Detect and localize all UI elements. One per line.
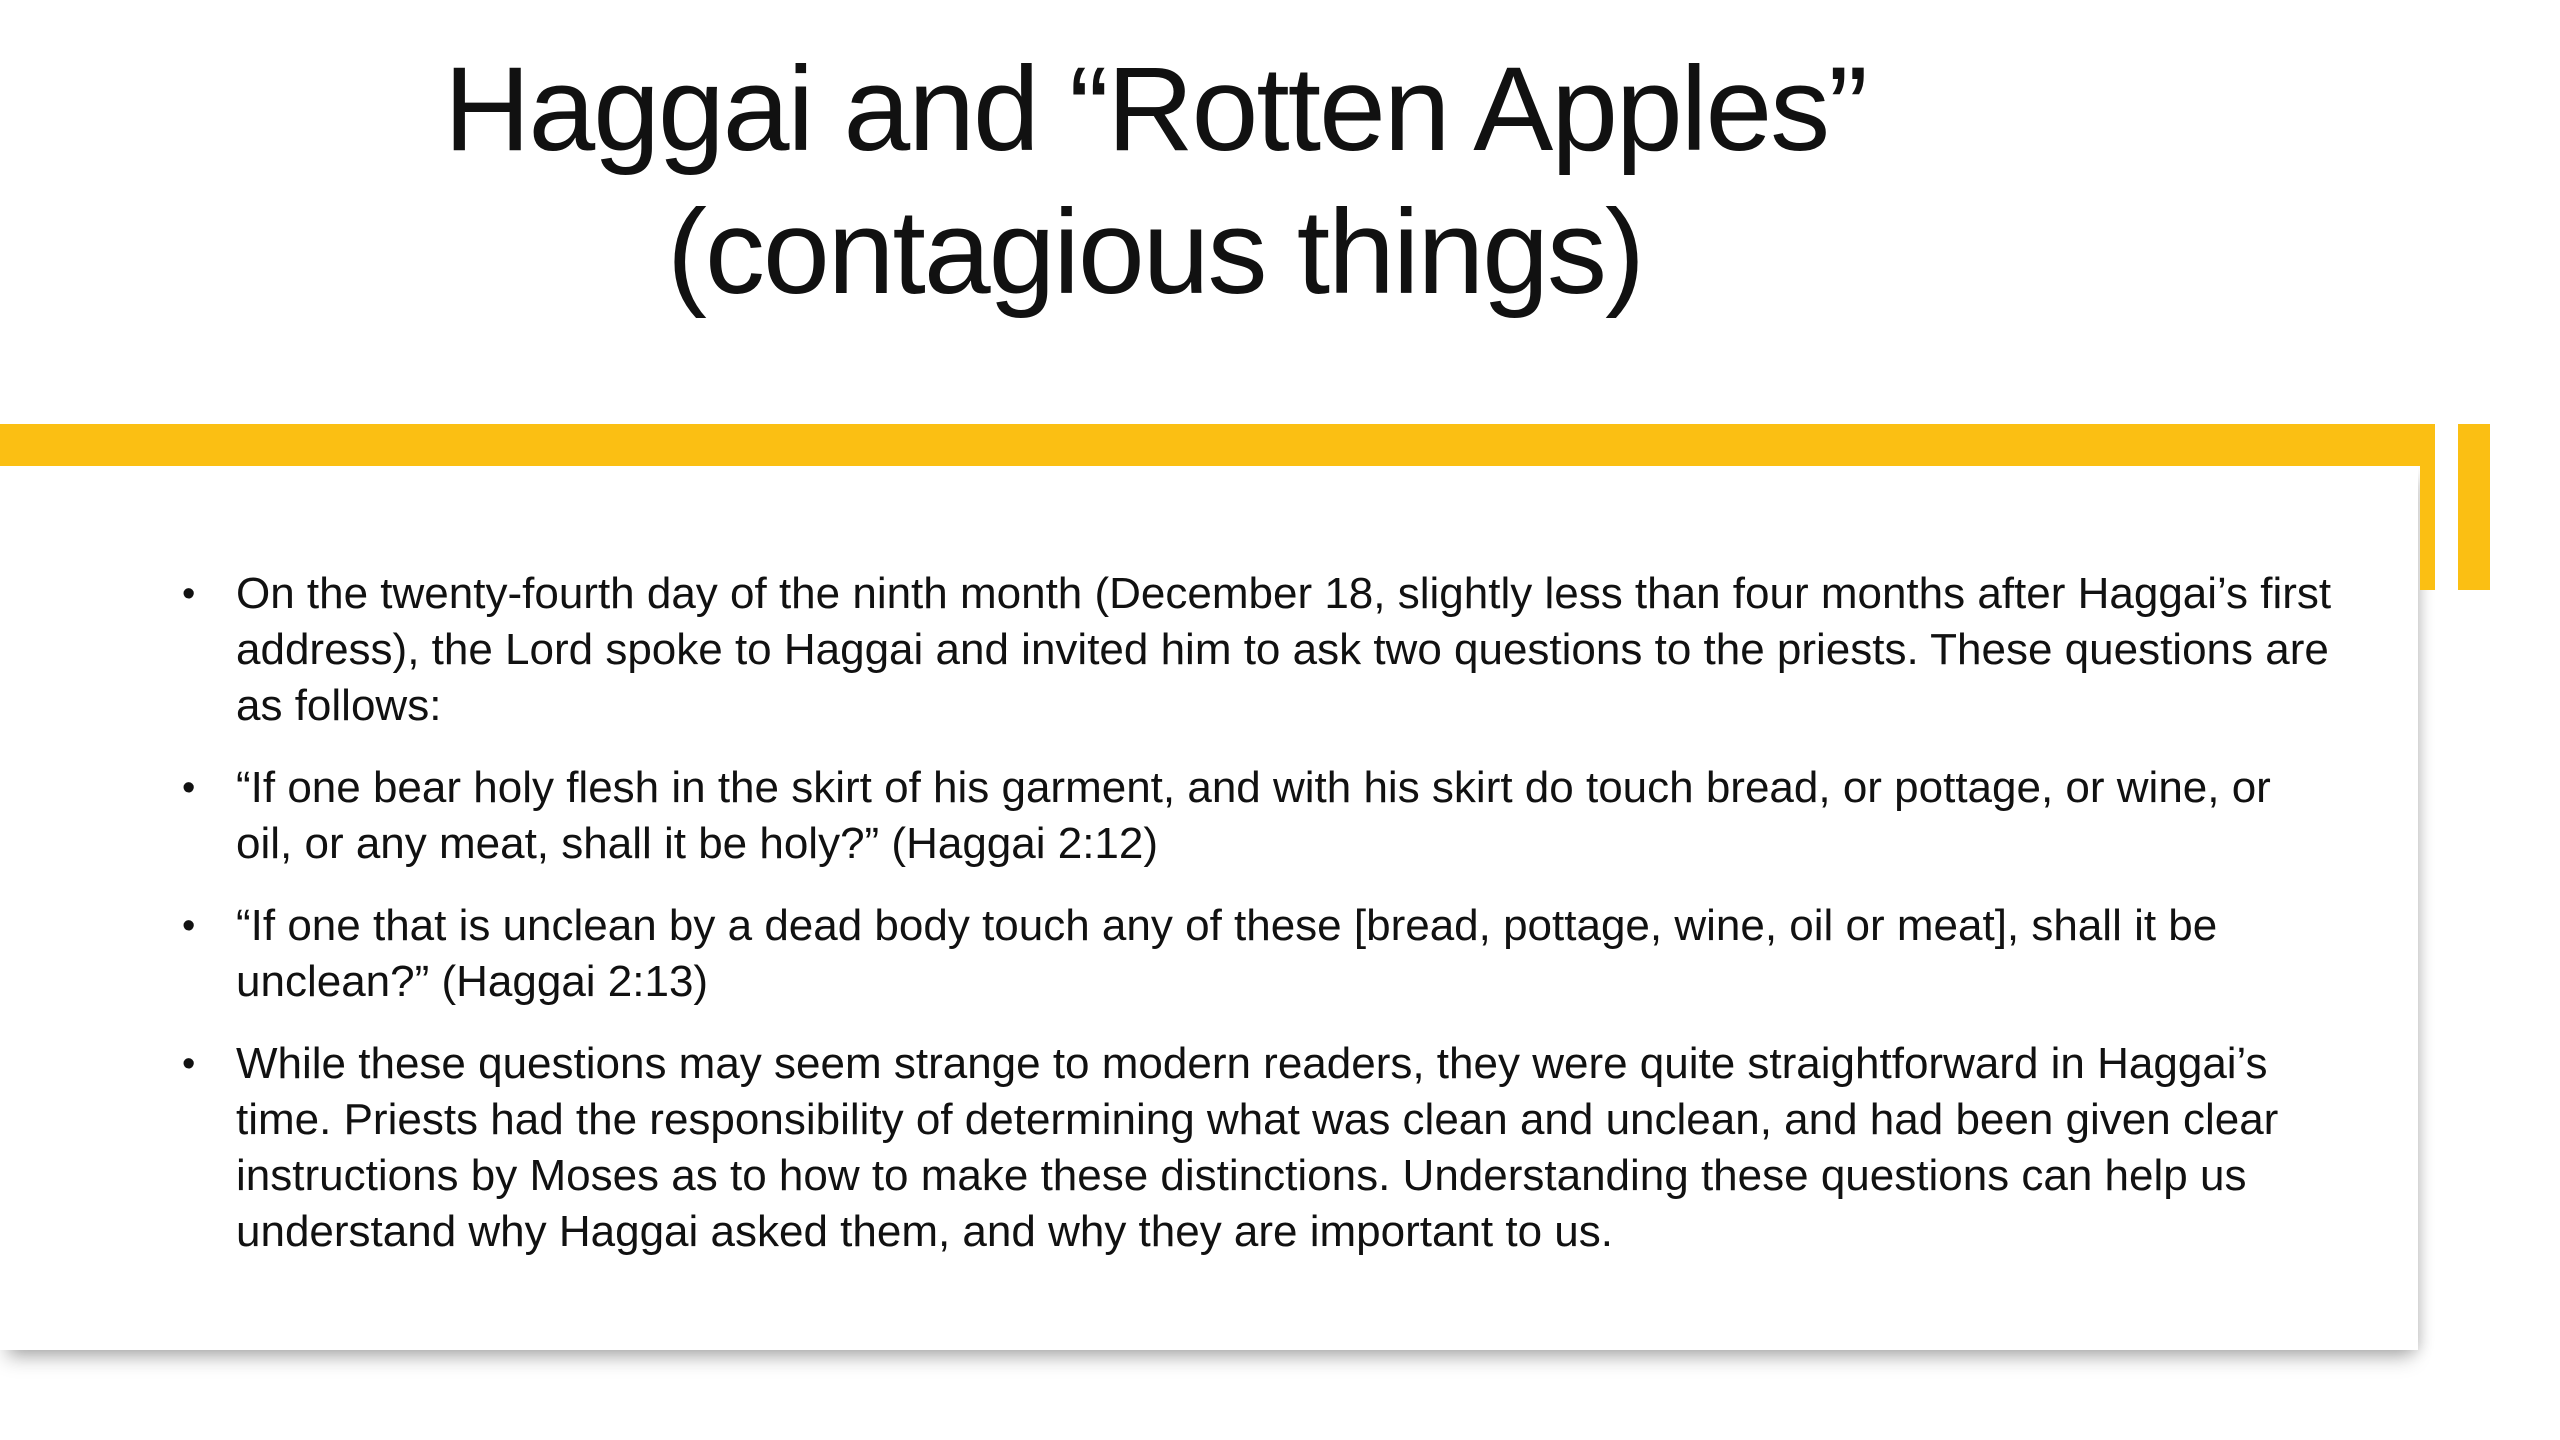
bullet-marker: • xyxy=(182,905,196,947)
bullet-text: While these questions may seem strange to modern readers, they were quite straightforward in Haggai’s time. Priests had the responsibility of determining what was clean and unclean, and had been given clear instructions by Moses as to how to make these distinctions. Understanding these questions can help us understand why Haggai asked them, and why they are important to us. xyxy=(236,1039,2279,1256)
bullet-item xyxy=(182,898,2332,1010)
bullet-text: “If one bear holy flesh in the skirt of his garment, and with his skirt do touch bread, or pottage, or wine, or oil, or any meat, shall it be holy?” (Haggai 2:12) xyxy=(236,763,2271,868)
slide-title-line-1: Haggai and “Rotten Apples” xyxy=(443,42,1867,176)
bullet-item xyxy=(182,566,2332,734)
slide-title-line-2: (contagious things) xyxy=(667,185,1643,319)
slide-title xyxy=(330,38,1980,324)
bullet-marker: • xyxy=(182,1043,196,1085)
bullet-text: “If one that is unclean by a dead body touch any of these [bread, pottage, wine, oil or meat], shall it be unclean?” (Haggai 2:13) xyxy=(236,901,2218,1006)
bullet-item xyxy=(182,760,2332,872)
bullet-marker: • xyxy=(182,573,196,615)
bullet-marker: • xyxy=(182,767,196,809)
accent-bar-horizontal xyxy=(0,424,2435,466)
bullet-item xyxy=(182,1036,2332,1260)
accent-bar-vertical-outer xyxy=(2458,424,2490,590)
accent-bar-vertical-inner xyxy=(2420,424,2435,590)
bullet-list xyxy=(182,566,2332,1286)
bullet-text: On the twenty-fourth day of the ninth month (December 18, slightly less than four months after Haggai’s first address), the Lord spoke to Haggai and invited him to ask two questions to the priests. These questions are as follows: xyxy=(236,569,2332,730)
